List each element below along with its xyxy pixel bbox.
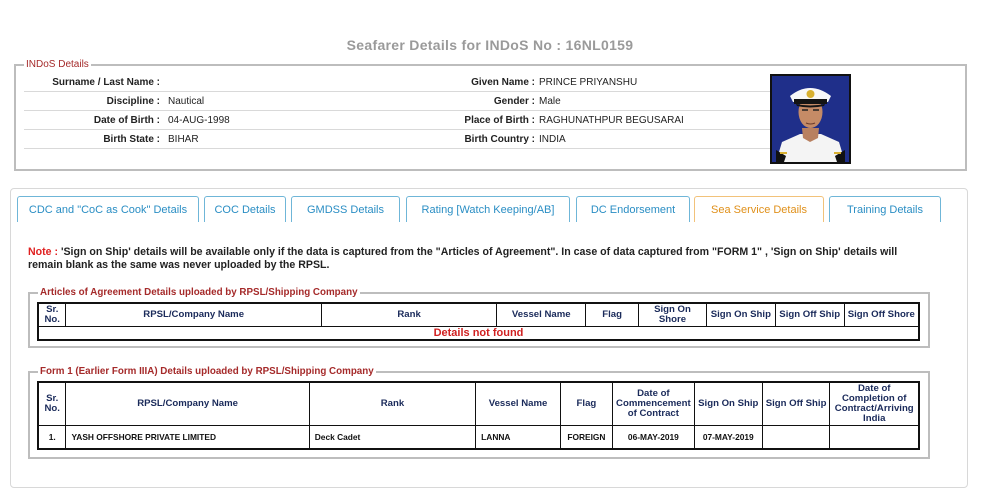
- seafarer-photo: [770, 74, 851, 164]
- cell-sign-off-ship: [762, 425, 830, 449]
- cell-rank: Deck Cadet: [309, 425, 475, 449]
- col-sign-off-shore: Sign Off Shore: [844, 303, 919, 326]
- table-row: [38, 326, 919, 340]
- given-name-value: PRINCE PRIYANSHU: [539, 77, 638, 88]
- page-title: Seafarer Details for INDoS No : 16NL0159: [346, 37, 634, 53]
- discipline-value: Nautical: [168, 96, 205, 107]
- indos-details-legend: INDoS Details: [26, 59, 89, 70]
- birth-state-value: BIHAR: [168, 134, 199, 145]
- cell-company-name: YASH OFFSHORE PRIVATE LIMITED: [66, 425, 309, 449]
- form1-table: [37, 381, 920, 450]
- indos-row: [24, 92, 771, 111]
- gender-label: Gender :: [493, 96, 535, 107]
- tab-gmdss[interactable]: GMDSS Details: [291, 196, 400, 222]
- table-header-row: [38, 382, 919, 425]
- details-not-found: Details not found: [38, 326, 919, 340]
- birth-country-value: INDIA: [539, 134, 566, 145]
- col-sr-no: Sr. No.: [38, 382, 66, 425]
- col-sign-off-ship: Sign Off Ship: [762, 382, 830, 425]
- col-vessel-name: Vessel Name: [476, 382, 561, 425]
- indos-row: [24, 111, 771, 130]
- note-text: 'Sign on Ship' details will be available only if the data is captured from the "Articles of Agreement". In case of data captured from "FORM 1" , 'Sign on Ship' details will remain blank as the same was never uploaded by the RPSL.: [28, 246, 898, 271]
- table-row: [38, 425, 919, 449]
- form1-legend: Form 1 (Earlier Form IIIA) Details uploaded by RPSL/Shipping Company: [40, 366, 374, 377]
- sign-on-note: [28, 246, 933, 272]
- gender-value: Male: [539, 96, 561, 107]
- cell-vessel-name: LANNA: [476, 425, 561, 449]
- indos-row: [24, 73, 771, 92]
- col-flag: Flag: [560, 382, 612, 425]
- place-of-birth-label: Place of Birth :: [464, 115, 535, 126]
- place-of-birth-value: RAGHUNATHPUR BEGUSARAI: [539, 115, 684, 126]
- cell-date-of-completion: [830, 425, 919, 449]
- col-date-of-completion: Date of Completion of Contract/Arriving India: [830, 382, 919, 425]
- cell-sign-on-ship: 07-MAY-2019: [694, 425, 762, 449]
- col-vessel-name: Vessel Name: [497, 303, 586, 326]
- col-company-name: RPSL/Company Name: [66, 382, 309, 425]
- dob-label: Date of Birth :: [93, 115, 160, 126]
- articles-legend: Articles of Agreement Details uploaded by RPSL/Shipping Company: [40, 287, 358, 298]
- note-label: Note :: [28, 246, 59, 258]
- col-sign-on-shore: Sign On Shore: [639, 303, 707, 326]
- articles-table: [37, 302, 920, 341]
- col-sign-on-ship: Sign On Ship: [694, 382, 762, 425]
- tab-dc-endorsement[interactable]: DC Endorsement: [576, 196, 690, 222]
- col-rank: Rank: [321, 303, 497, 326]
- tab-training[interactable]: Training Details: [829, 196, 941, 222]
- col-date-of-commencement: Date of Commencement of Contract: [612, 382, 694, 425]
- col-company-name: RPSL/Company Name: [66, 303, 321, 326]
- col-rank: Rank: [309, 382, 475, 425]
- col-sign-off-ship: Sign Off Ship: [775, 303, 844, 326]
- cell-sr-no: 1.: [38, 425, 66, 449]
- surname-label: Surname / Last Name :: [52, 77, 160, 88]
- tab-cdc-coc-cook[interactable]: CDC and "CoC as Cook" Details: [17, 196, 199, 222]
- col-flag: Flag: [586, 303, 639, 326]
- indos-row: [24, 130, 771, 149]
- col-sr-no: Sr. No.: [38, 303, 66, 326]
- table-header-row: [38, 303, 919, 326]
- cell-date-of-commencement: 06-MAY-2019: [612, 425, 694, 449]
- tab-coc[interactable]: COC Details: [204, 196, 286, 222]
- tab-rating-watch-keeping[interactable]: Rating [Watch Keeping/AB]: [406, 196, 570, 222]
- col-sign-on-ship: Sign On Ship: [706, 303, 775, 326]
- discipline-label: Discipline :: [106, 96, 160, 107]
- cell-flag: FOREIGN: [560, 425, 612, 449]
- birth-country-label: Birth Country :: [464, 134, 535, 145]
- tab-sea-service[interactable]: Sea Service Details: [694, 196, 824, 222]
- birth-state-label: Birth State :: [103, 134, 160, 145]
- given-name-label: Given Name :: [471, 77, 535, 88]
- dob-value: 04-AUG-1998: [168, 115, 230, 126]
